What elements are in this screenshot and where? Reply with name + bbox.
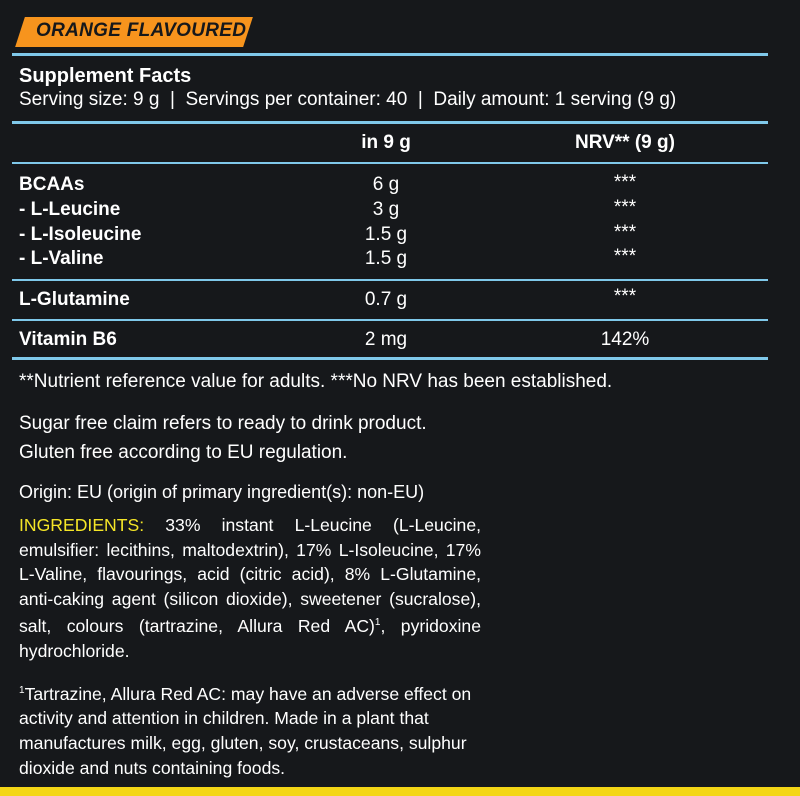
origin-note: Origin: EU (origin of primary ingredient(s): non-EU): [19, 482, 425, 502]
allergen-footnote: [19, 679, 481, 780]
row-nrv: ***: [613, 197, 637, 218]
row-amount: 0.7 g: [364, 289, 408, 310]
ingredients-body-end: , pyridoxine hydrochloride.: [19, 616, 481, 661]
column-header-nrv: NRV** (9 g): [575, 132, 675, 153]
table-rule: [12, 162, 768, 164]
bottom-rule: [12, 357, 768, 360]
ingredients-text: [19, 513, 481, 663]
row-amount: 1.5 g: [364, 248, 408, 269]
row-amount: 3 g: [372, 199, 400, 220]
header-rule: [12, 121, 768, 124]
footnote-mark: 1: [19, 685, 25, 696]
row-amount: 2 mg: [364, 329, 408, 350]
row-name: BCAAs: [19, 174, 85, 195]
ingredients-label: INGREDIENTS:: [19, 515, 145, 535]
row-name: - L-Leucine: [19, 199, 121, 220]
bottom-bar: [0, 787, 800, 796]
row-name: L-Glutamine: [19, 289, 130, 310]
top-rule: [12, 53, 768, 56]
facts-title: Supplement Facts: [19, 65, 192, 87]
row-nrv: ***: [613, 222, 637, 243]
row-nrv: ***: [613, 172, 637, 193]
serving-info: Serving size: 9 g | Servings per container: 40 | Daily amount: 1 serving (9 g): [19, 89, 677, 110]
column-header-amount: in 9 g: [361, 132, 411, 153]
row-nrv: ***: [613, 286, 637, 307]
row-name: - L-Valine: [19, 248, 104, 269]
ingredients-body: 33% instant L-Leucine (L-Leucine, emulsifier: lecithins, maltodextrin), 17% L-Isoleucine, 17% L-Valine, flavourings, acid (citric acid), 8% L-Glutamine, anti-caking agent (silicon dioxide), sweetener (sucralose), salt, colours (tartrazine, Allura Red AC): [19, 515, 481, 637]
row-name: - L-Isoleucine: [19, 224, 142, 245]
footnote-mark: 1: [374, 617, 381, 629]
row-nrv: 142%: [600, 329, 650, 350]
gluten-free-note: Gluten free according to EU regulation.: [19, 442, 348, 463]
footnote-text: Tartrazine, Allura Red AC: may have an adverse effect on activity and attention in children. Made in a plant that manufactures milk, egg, gluten, soy, crustaceans, sulphur dioxide and nuts containing foods.: [19, 683, 472, 778]
row-amount: 6 g: [372, 174, 400, 195]
row-divider: [12, 279, 768, 281]
row-amount: 1.5 g: [364, 224, 408, 245]
nrv-note: **Nutrient reference value for adults. ***No NRV has been established.: [19, 371, 613, 392]
row-nrv: ***: [613, 246, 637, 267]
row-name: Vitamin B6: [19, 329, 117, 350]
flavour-label: ORANGE FLAVOURED: [36, 20, 247, 41]
row-divider: [12, 319, 768, 321]
sugar-free-note: Sugar free claim refers to ready to drink product.: [19, 413, 427, 434]
